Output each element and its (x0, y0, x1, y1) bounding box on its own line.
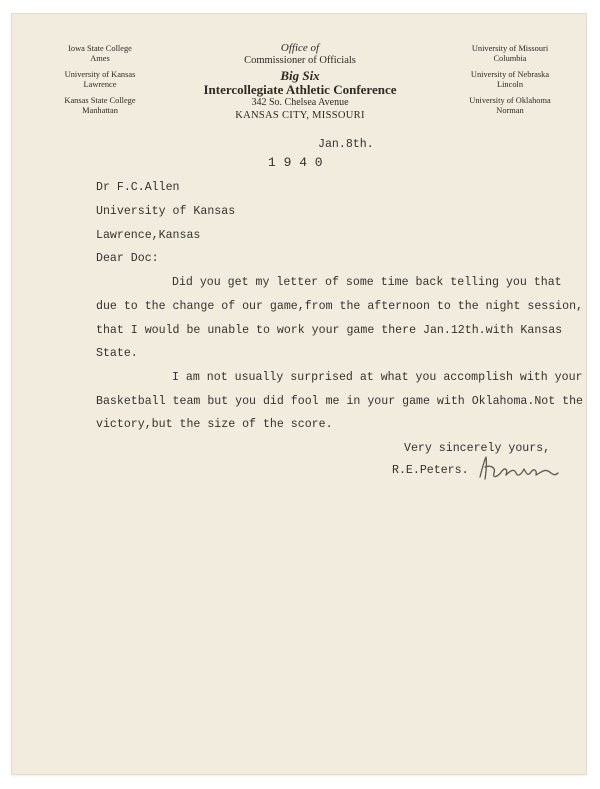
address-line: Lawrence,Kansas (96, 229, 201, 242)
school-place: Manhattan (82, 106, 118, 116)
paragraph-line: Basketball team but you did fool me in your game with Oklahoma.Not the (96, 395, 584, 408)
school-entry (50, 97, 150, 116)
school-entry (460, 45, 560, 64)
school-name: University of Missouri (471, 44, 549, 53)
letterhead-office-of: Office of (280, 42, 320, 54)
school-entry (460, 71, 560, 90)
paragraph-line: State. (96, 347, 138, 360)
handwritten-signature (468, 451, 568, 487)
letter-sheet (12, 14, 586, 774)
school-entry (50, 45, 150, 64)
letterhead-left-schools (50, 45, 150, 115)
school-entry (50, 71, 150, 90)
letter-year: 1 9 4 0 (268, 155, 323, 170)
paragraph-line: victory,but the size of the score. (96, 418, 333, 431)
school-place: Lincoln (496, 80, 524, 90)
signer-name: R.E.Peters. (392, 464, 469, 477)
letterhead-commissioner: Commissioner of Officials (244, 55, 356, 66)
school-place: Ames (90, 54, 110, 64)
letterhead-city: KANSAS CITY, MISSOURI (235, 110, 365, 121)
paragraph-line: Did you get my letter of some time back telling you that (172, 276, 562, 289)
paragraph-line: that I would be unable to work your game there Jan.12th.with Kansas (96, 324, 563, 337)
school-entry (460, 97, 560, 116)
school-name: University of Oklahoma (469, 95, 551, 105)
school-place: Norman (496, 106, 524, 116)
letter-date: Jan.8th. (318, 138, 374, 151)
address-line: Dr F.C.Allen (96, 181, 180, 194)
signature-stroke (480, 457, 558, 479)
school-name: University of Kansas (64, 69, 136, 79)
school-name: University of Nebraska (470, 69, 550, 79)
letterhead-right-schools (460, 45, 560, 115)
salutation: Dear Doc: (96, 252, 159, 265)
closing: Very sincerely yours, (404, 442, 551, 455)
letterhead-big-six: Big Six (280, 68, 320, 83)
school-name: Iowa State College (68, 44, 132, 53)
school-name: Kansas State College (64, 95, 136, 105)
letterhead-address: 342 So. Chelsea Avenue (251, 97, 349, 108)
letterhead-conference: Intercollegiate Athletic Conference (203, 82, 397, 97)
school-place: Columbia (493, 54, 527, 64)
paragraph-line: due to the change of our game,from the afternoon to the night session, (96, 300, 584, 313)
paragraph-line: I am not usually surprised at what you accomplish with your (172, 371, 583, 384)
address-line: University of Kansas (96, 205, 236, 218)
school-place: Lawrence (83, 80, 117, 90)
